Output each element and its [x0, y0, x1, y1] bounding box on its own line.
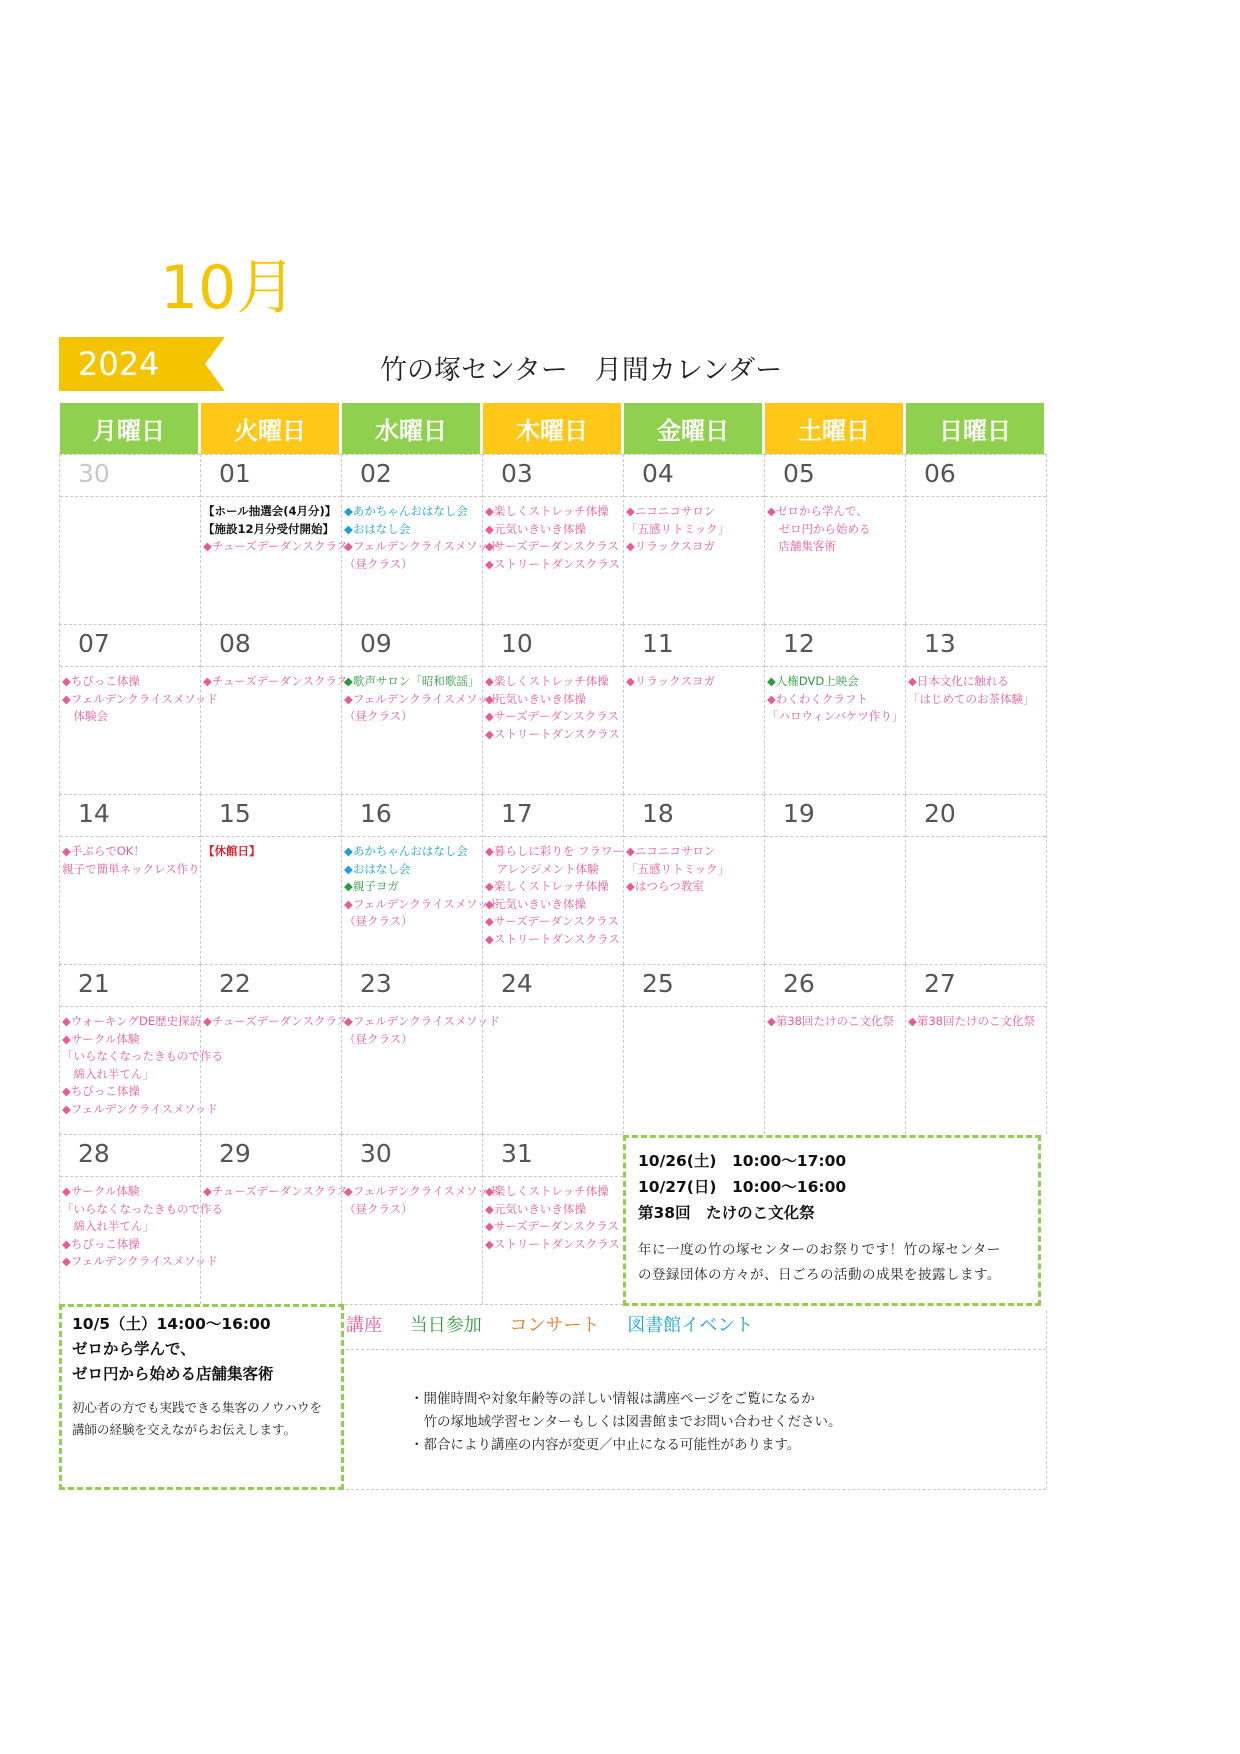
- day-cell: [341, 624, 500, 794]
- event-item: 体験会: [62, 709, 108, 724]
- day-number: 19: [765, 795, 905, 837]
- event-item: ◆サーズデーダンスクラス: [485, 914, 619, 929]
- event-item: 【ホール抽選会(4月分)】: [203, 504, 337, 518]
- event-item: 「いらなくなったきもので作る: [62, 1049, 223, 1064]
- event-item: （昼クラス）: [344, 914, 413, 929]
- event-item: ◆楽しくストレッチ体操: [485, 504, 609, 518]
- day-cell: [341, 794, 500, 964]
- weekday-header: 火曜日: [201, 403, 339, 454]
- event-item: （昼クラス）: [344, 556, 413, 571]
- event-item: ◆元気いきいき体操: [485, 691, 586, 706]
- weekday-header: 金曜日: [624, 403, 762, 454]
- event-item: 「はじめてのお茶体験」: [908, 691, 1035, 706]
- day-number: 20: [906, 795, 1046, 837]
- note-2: 竹の塚地域学習センターもしくは図書館までお問い合わせください。: [410, 1414, 842, 1430]
- weekday-header: 日曜日: [906, 403, 1044, 454]
- event-item: ◆楽しくストレッチ体操: [485, 674, 609, 688]
- event-item: ◆あかちゃんおはなし会: [344, 504, 468, 518]
- event-item: ◆はつらつ教室: [626, 879, 704, 894]
- event-item: ◆あかちゃんおはなし会: [344, 844, 468, 858]
- day-cell: [482, 1134, 623, 1304]
- day-number: 16: [342, 795, 482, 837]
- day-cell: [59, 454, 200, 624]
- event-item: ◆ストリートダンスクラス: [485, 556, 620, 571]
- event-item: （昼クラス）: [344, 1201, 413, 1216]
- note-3: ・都合により講座の内容が変更／中止になる可能性があります。: [410, 1437, 801, 1453]
- event-item: 【休館日】: [203, 844, 261, 858]
- day-cell: [59, 1134, 223, 1304]
- event-list: [626, 673, 764, 691]
- event-item: ◆フェルデンクライスメソッド: [344, 691, 500, 706]
- day-cell: [905, 454, 1046, 624]
- divider: [1046, 1311, 1047, 1489]
- event-item: ◆元気いきいき体操: [485, 521, 586, 536]
- day-number: 12: [765, 625, 905, 667]
- event-item: ◆わくわくクラフト: [767, 691, 868, 706]
- day-cell: [905, 624, 1046, 794]
- event-list: [203, 503, 349, 556]
- event-list: [344, 1183, 500, 1218]
- event-item: ◆暮らしに彩りを フラワー: [485, 844, 624, 858]
- day-cell: [482, 624, 623, 794]
- day-cell: [623, 794, 764, 964]
- day-cell: [905, 964, 1046, 1134]
- event-item: ◆おはなし会: [344, 861, 411, 876]
- event-item: ◆楽しくストレッチ体操: [485, 879, 609, 894]
- event-item: ゼロ円から始める: [767, 521, 871, 536]
- day-number: 18: [624, 795, 764, 837]
- event-item: ◆日本文化に触れる: [908, 674, 1009, 688]
- event-list: [62, 1013, 223, 1119]
- event-item: ◆おはなし会: [344, 521, 411, 536]
- event-list: [485, 503, 623, 573]
- legend-library: 図書館イベント: [627, 1315, 754, 1336]
- day-cell: [623, 454, 764, 624]
- page-title: 竹の塚センター 月間カレンダー: [380, 355, 783, 386]
- event-item: ◆元気いきいき体操: [485, 896, 586, 911]
- day-number: 05: [765, 455, 905, 497]
- event-item: ◆サーズデーダンスクラス: [485, 1219, 619, 1234]
- day-cell: [200, 624, 349, 794]
- event-item: アレンジメント体験: [485, 861, 599, 876]
- event-list: [62, 843, 200, 878]
- day-number: 10: [483, 625, 623, 667]
- event-item: 「五感リトミック」: [626, 861, 730, 876]
- event-item: ◆歌声サロン「昭和歌謡」: [344, 674, 480, 688]
- day-number: 27: [906, 965, 1046, 1007]
- day-cell: [59, 964, 223, 1134]
- day-number: 14: [60, 795, 200, 837]
- event-item: ◆ニコニコサロン: [626, 844, 716, 858]
- event-item: ◆手ぶらでOK！: [62, 844, 145, 858]
- event-list: [485, 1183, 623, 1253]
- event-list: [344, 843, 500, 931]
- day-number: 06: [906, 455, 1046, 497]
- note-1: ・開催時間や対象年齢等の詳しい情報は講座ページをご覧になるか: [410, 1391, 815, 1407]
- event-item: ◆人権DVD上映会: [767, 674, 859, 688]
- day-cell: [764, 624, 905, 794]
- day-number: 23: [342, 965, 482, 1007]
- legend-toujitsu: 当日参加: [409, 1315, 482, 1336]
- event-item: ◆ストリートダンスクラス: [485, 931, 620, 946]
- event-item: ◆フェルデンクライスメソッド: [344, 1184, 500, 1198]
- day-number: 31: [483, 1135, 623, 1177]
- day-number: 29: [201, 1135, 341, 1177]
- event-list: [767, 503, 905, 556]
- seminar-title-1: ゼロから学んで、: [72, 1340, 196, 1358]
- event-item: 「ハロウィンバケツ作り」: [767, 709, 904, 724]
- notes: [410, 1388, 841, 1457]
- day-cell: [482, 454, 623, 624]
- event-item: ◆チューズデーダンスクラス: [203, 1184, 349, 1198]
- festival-date-2: 10/27(日) 10:00〜16:00: [638, 1178, 847, 1196]
- event-item: ◆サークル体験: [62, 1184, 140, 1198]
- event-item: 親子で簡単ネックレス作り: [62, 861, 200, 876]
- event-item: ◆ストリートダンスクラス: [485, 726, 620, 741]
- event-list: [62, 1183, 223, 1271]
- day-number: 08: [201, 625, 341, 667]
- event-list: [344, 503, 500, 573]
- legend: [346, 1311, 1046, 1350]
- event-item: ◆第38回たけのこ文化祭: [908, 1014, 1035, 1028]
- festival-desc-1: 年に一度の竹の塚センターのお祭りです！竹の塚センター: [638, 1242, 1001, 1258]
- event-item: ◆サーズデーダンスクラス: [485, 539, 619, 554]
- day-cell: [59, 794, 200, 964]
- day-number: 15: [201, 795, 341, 837]
- event-item: ◆フェルデンクライスメソッド: [344, 896, 500, 911]
- seminar-info-box: [59, 1304, 344, 1490]
- weekday-header: 水曜日: [342, 403, 480, 454]
- event-item: ◆ちびっこ体操: [62, 674, 140, 688]
- event-item: 綿入れ半てん」: [62, 1219, 154, 1234]
- event-item: ◆ゼロから学んで、: [767, 504, 868, 518]
- event-list: [767, 1013, 905, 1031]
- day-cell: [59, 624, 218, 794]
- festival-date-1: 10/26(土) 10:00〜17:00: [638, 1152, 847, 1170]
- day-cell: [200, 1134, 349, 1304]
- day-number: 25: [624, 965, 764, 1007]
- festival-info-box: [623, 1135, 1041, 1306]
- event-item: 店舗集客術: [767, 539, 836, 554]
- day-number: 07: [60, 625, 200, 667]
- event-list: [485, 843, 623, 949]
- event-list: [344, 1013, 500, 1048]
- weekday-header: 月曜日: [60, 403, 198, 454]
- weekday-header: 土曜日: [765, 403, 903, 454]
- day-number: 09: [342, 625, 482, 667]
- event-item: ◆親子ヨガ: [344, 879, 399, 894]
- event-item: ◆ニコニコサロン: [626, 504, 716, 518]
- legend-concert: コンサート: [509, 1315, 600, 1336]
- event-item: 【施設12月分受付開始】: [203, 521, 335, 536]
- event-item: ◆フェルデンクライスメソッド: [62, 1254, 218, 1269]
- event-item: （昼クラス）: [344, 1031, 413, 1046]
- day-number: 02: [342, 455, 482, 497]
- day-cell: [764, 454, 905, 624]
- event-item: ◆チューズデーダンスクラス: [203, 539, 349, 554]
- event-item: ◆リラックスヨガ: [626, 674, 715, 688]
- day-number: 04: [624, 455, 764, 497]
- year-label: 2024: [78, 345, 160, 383]
- event-item: ◆チューズデーダンスクラス: [203, 1014, 349, 1028]
- event-item: ◆ちびっこ体操: [62, 1084, 140, 1099]
- seminar-title-2: ゼロ円から始める店舗集客術: [72, 1365, 274, 1383]
- event-item: 綿入れ半てん」: [62, 1066, 154, 1081]
- seminar-date: 10/5（土）14:00〜16:00: [72, 1315, 271, 1333]
- seminar-desc: 初心者の方でも実践できる集客のノウハウを講師の経験を交えながらお伝えします。: [72, 1400, 323, 1437]
- day-number: 26: [765, 965, 905, 1007]
- event-list: [485, 673, 623, 743]
- event-list: [203, 673, 349, 691]
- day-cell: [764, 964, 905, 1134]
- event-item: ◆フェルデンクライスメソッド: [344, 1014, 500, 1028]
- day-number: 30: [60, 455, 200, 497]
- event-list: [626, 843, 764, 896]
- legend-kouza: 講座: [346, 1315, 382, 1336]
- event-item: ◆サーズデーダンスクラス: [485, 709, 619, 724]
- event-item: ◆リラックスヨガ: [626, 539, 715, 554]
- day-cell: [623, 624, 764, 794]
- day-cell: [200, 454, 349, 624]
- day-cell: [764, 794, 905, 964]
- month-title: 10月: [160, 253, 297, 323]
- day-cell: [341, 454, 500, 624]
- day-number: 30: [342, 1135, 482, 1177]
- day-number: 01: [201, 455, 341, 497]
- day-cell: [623, 964, 764, 1134]
- event-item: ◆ストリートダンスクラス: [485, 1236, 620, 1251]
- event-list: [203, 1183, 349, 1201]
- day-cell: [341, 1134, 500, 1304]
- event-list: [626, 503, 764, 556]
- day-cell: [200, 794, 341, 964]
- day-number: 03: [483, 455, 623, 497]
- event-item: ◆サークル体験: [62, 1031, 140, 1046]
- grid-border: [1046, 454, 1047, 1134]
- event-list: [767, 673, 905, 726]
- day-cell: [200, 964, 349, 1134]
- divider: [346, 1489, 1046, 1490]
- day-number: 11: [624, 625, 764, 667]
- event-item: ◆ちびっこ体操: [62, 1236, 140, 1251]
- event-item: ◆チューズデーダンスクラス: [203, 674, 349, 688]
- event-item: ◆楽しくストレッチ体操: [485, 1184, 609, 1198]
- event-item: 「五感リトミック」: [626, 521, 730, 536]
- event-item: ◆ウォーキングDE歴史探訪: [62, 1014, 202, 1028]
- day-number: 21: [60, 965, 200, 1007]
- day-number: 13: [906, 625, 1046, 667]
- event-item: ◆フェルデンクライスメソッド: [344, 539, 500, 554]
- day-number: 22: [201, 965, 341, 1007]
- event-item: （昼クラス）: [344, 709, 413, 724]
- day-cell: [482, 964, 623, 1134]
- day-cell: [341, 964, 500, 1134]
- day-number: 17: [483, 795, 623, 837]
- event-list: [203, 1013, 349, 1031]
- event-item: ◆フェルデンクライスメソッド: [62, 691, 218, 706]
- event-item: ◆第38回たけのこ文化祭: [767, 1014, 894, 1028]
- event-list: [203, 843, 341, 861]
- event-item: ◆フェルデンクライスメソッド: [62, 1101, 218, 1116]
- festival-title: 第38回 たけのこ文化祭: [638, 1204, 815, 1222]
- festival-desc-2: の登録団体の方々が、日ごろの活動の成果を披露します。: [638, 1267, 1001, 1283]
- event-list: [908, 1013, 1046, 1031]
- day-number: 24: [483, 965, 623, 1007]
- day-cell: [905, 794, 1046, 964]
- event-list: [344, 673, 500, 726]
- event-item: 「いらなくなったきもので作る: [62, 1201, 223, 1216]
- day-cell: [482, 794, 623, 964]
- weekday-header: 木曜日: [483, 403, 621, 454]
- day-number: 28: [60, 1135, 200, 1177]
- event-list: [62, 673, 218, 726]
- event-item: ◆元気いきいき体操: [485, 1201, 586, 1216]
- event-list: [908, 673, 1046, 708]
